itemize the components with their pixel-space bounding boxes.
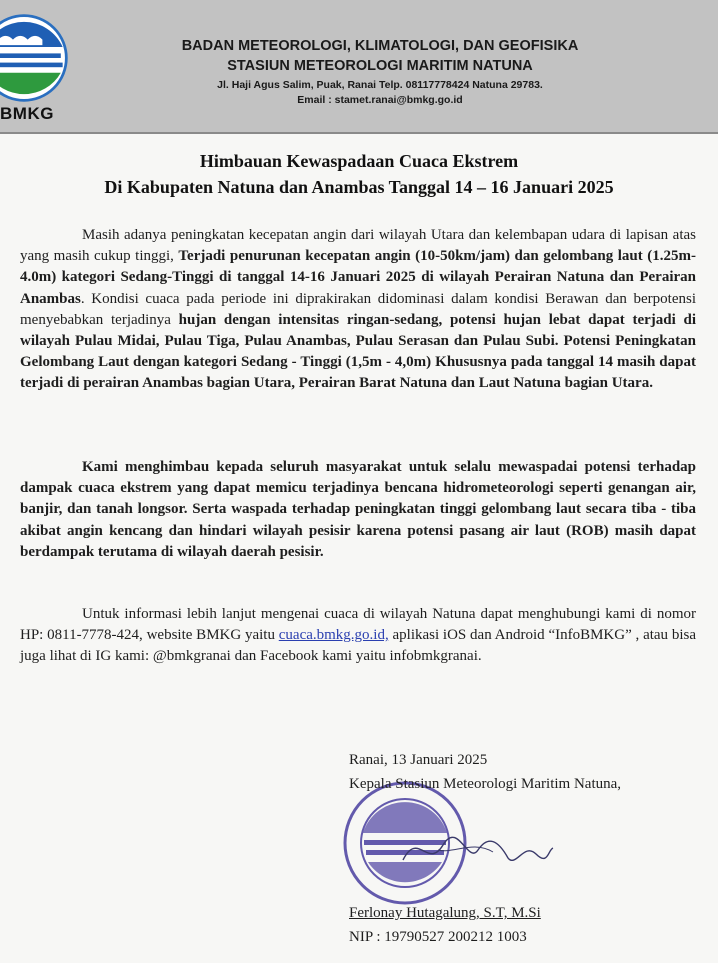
place-date: Ranai, 13 Januari 2025 (349, 752, 488, 768)
website-link[interactable]: cuaca.bmkg.go.id, (278, 627, 389, 644)
org-name: BADAN METEOROLOGI, KLIMATOLOGI, DAN GEOFISIKA (181, 38, 579, 54)
bmkg-logo-icon (0, 12, 70, 104)
paragraph-3 (20, 604, 696, 668)
signatory-position: Kepala Stasiun Meteorologi Maritim Natuna, (349, 776, 622, 792)
paragraph-1 (20, 225, 696, 395)
paragraph-2 (20, 457, 696, 563)
signatory-nip: NIP : 19790527 200212 1003 (349, 929, 527, 945)
address-line: Jl. Haji Agus Salim, Puak, Ranai Telp. 08117778424 Natuna 29783. (217, 79, 543, 91)
p1-text-d: hujan dengan intensitas ringan-sedang, potensi hujan lebat dapat terjadi di wilayah Pulau Midai, Pulau Tiga, Pulau Anambas, Pulau Serasan dan Pulau Subi. Potensi Peningkatan Gelombang Laut dengan kategori Sedang - Tinggi (1,5m - 4,0m) Khususnya pada tanggal 14 masih dapat terjadi di perairan Anambas bagian Utara, Perairan Barat Natuna dan Laut Natuna bagian Utara. (20, 311, 696, 392)
email-line: Email : stamet.ranai@bmkg.go.id (297, 94, 463, 106)
letterhead-text (80, 36, 680, 108)
letterhead (0, 0, 718, 134)
signatory-name: Ferlonay Hutagalung, S.T, M.Si (349, 905, 541, 921)
p1-text-c: . Kondisi cuaca pada periode ini diprakirakan didominasi dalam kondisi Berawan dan berpotensi menyebabkan terjadinya (20, 290, 696, 328)
p2-text: Kami menghimbau kepada seluruh masyarakat untuk selalu mewaspadai potensi terhadap dampak cuaca ekstrem yang dapat memicu terjadinya bencana hidrometeorologi seperti genangan air, banjir, dan tanah longsor. Serta waspada terhadap peningkatan tinggi gelombang laut secara tiba - tiba akibat angin kencang dan hindari wilayah pesisir karena potensi pasang air laut (ROB) masih dapat berdampak terutama di wilayah daerah pesisir. (20, 459, 696, 560)
title-line-2: Di Kabupaten Natuna dan Anambas Tanggal 14 – 16 Januari 2025 (104, 177, 614, 197)
p1-text-b: Terjadi penurunan kecepatan angin (10-50km/jam) dan gelombang laut (1.25m-4.0m) kategori Sedang-Tinggi di tanggal 14-16 Januari 2025 di wilayah Perairan Natuna dan Perairan Anambas (20, 248, 696, 307)
title-line-1: Himbauan Kewaspadaan Cuaca Ekstrem (199, 151, 519, 171)
document-title (0, 148, 718, 200)
p3-text-a: Untuk informasi lebih lanjut mengenai cuaca di wilayah Natuna dapat menghubungi kami di nomor HP: 0811-7778-424, website BMKG yaitu (20, 606, 696, 644)
station-name: STASIUN METEOROLOGI MARITIM NATUNA (227, 58, 533, 74)
signature-block (349, 748, 699, 949)
logo-label: BMKG (0, 104, 54, 123)
p3-text-b: aplikasi iOS dan Android “InfoBMKG” , atau bisa juga lihat di IG kami: @bmkgranai dan Facebook kami yaitu infobmkgranai. (20, 627, 696, 665)
p1-text-a: Masih adanya peningkatan kecepatan angin dari wilayah Utara dan kelembapan udara di lapisan atas yang masih cukup tinggi, (20, 227, 696, 265)
